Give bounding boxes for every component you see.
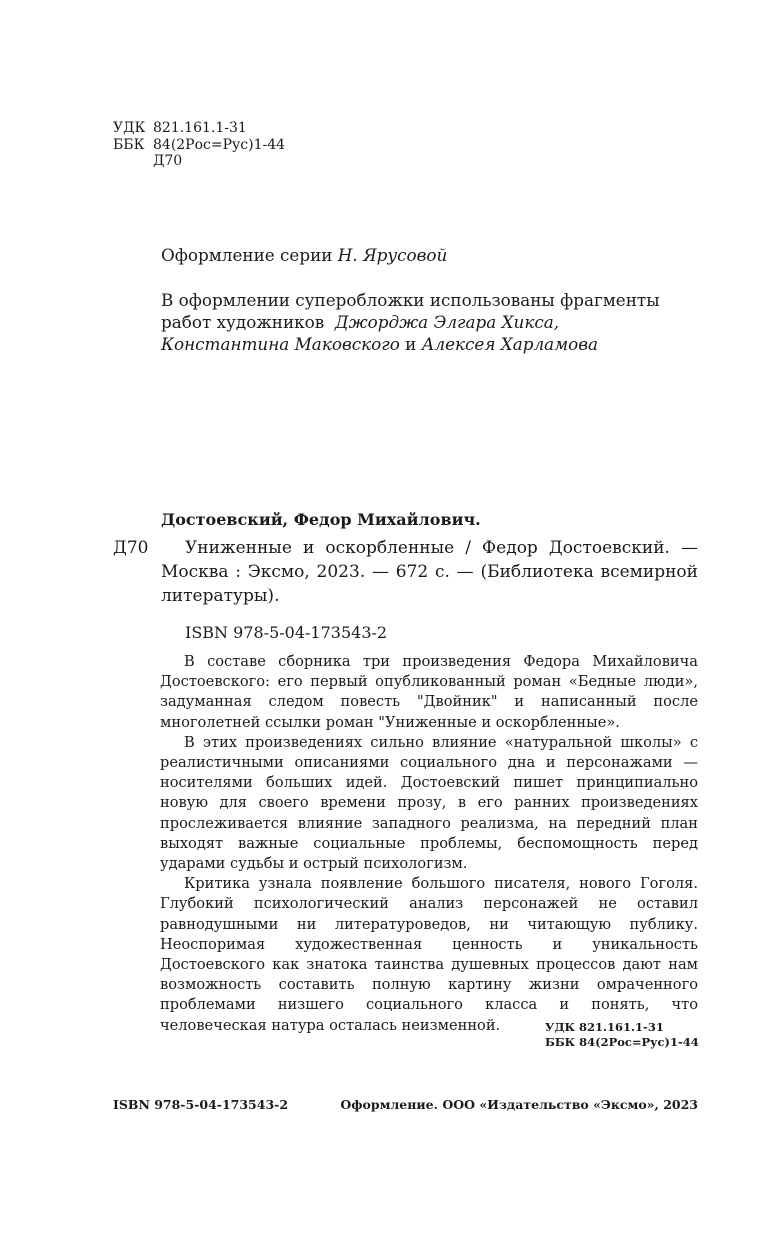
annotation-udk: УДК 821.161.1-31 (545, 1020, 664, 1034)
annotation-bbk: ББК 84(2Рос=Рус)1-44 (545, 1035, 699, 1049)
conjunction: и (399, 334, 422, 354)
author-mark: Д70 (153, 153, 183, 169)
footer-copyright: Оформление. ООО «Издательство «Эксмо», 2023 (340, 1097, 698, 1112)
record-author-mark: Д70 (113, 538, 149, 558)
udk-label: УДК (113, 120, 146, 136)
annotation-paragraph: В этих произведениях сильно влияние «натуральной школы» с реалистичными описаниями социального дна и персонажами — носителями больших идей. Достоевский пишет принципиально новую для своего времени прозу, в его ранних произведениях прослеживается влияние западного реализма, на передний план выходят важные социальные проблемы, беспомощность перед ударами судьбы и острый психологизм. (160, 733, 698, 873)
record-isbn: ISBN 978-5-04-173543-2 (185, 623, 388, 642)
annotation-codes (545, 1020, 699, 1050)
udk-value: 821.161.1-31 (153, 120, 247, 136)
bibliographic-description: Униженные и оскорбленные / Федор Достоевский. — Москва : Эксмо, 2023. — 672 с. — (Библиотека всемирной литературы). (161, 538, 698, 606)
author-heading: Достоевский, Федор Михайлович. (161, 510, 481, 529)
artist-name: Константина Маковского (161, 334, 400, 354)
series-designer-name: Н. Ярусовой (337, 245, 448, 265)
jacket-credit-text: работ художников (161, 312, 335, 332)
classification-codes (113, 120, 285, 170)
udk-row (113, 120, 285, 137)
annotation (160, 652, 698, 1036)
series-design-label: Оформление серии (161, 245, 338, 265)
annotation-paragraph: В составе сборника три произведения Федора Михайловича Достоевского: его первый опубликованный роман «Бедные люди», задуманная следом повесть "Двойник" и написанный после многолетней ссылки роман "Униженные и оскорбленные». (160, 653, 698, 731)
annotation-paragraph: Критика узнала появление большого писателя, нового Гоголя. Глубокий психологический анализ персонажей не оставил равнодушными ни литературоведов, ни читающую публику. Неоспоримая художественная ценность и уникальность Достоевского как знатока таинства душевных процессов дают нам возможность составить полную картину жизни омраченного проблемами низшего социального класса и понять, что человеческая натура осталась неизменной. (160, 875, 698, 1034)
bbk-label: ББК (113, 136, 145, 153)
artist-name: Джорджа Элгара Хикса, (334, 312, 560, 332)
jacket-credit-line (161, 311, 660, 333)
jacket-artwork-credit (161, 289, 660, 355)
series-design-credit (161, 244, 447, 266)
bbk-row (113, 137, 285, 154)
bbk-value: 84(2Рос=Рус)1-44 (153, 136, 286, 153)
jacket-credit-line (161, 333, 660, 355)
jacket-credit-line: В оформлении суперобложки использованы фрагменты (161, 290, 660, 310)
footer-isbn: ISBN 978-5-04-173543-2 (113, 1097, 289, 1112)
artist-name: Алексея Харламова (421, 334, 598, 354)
